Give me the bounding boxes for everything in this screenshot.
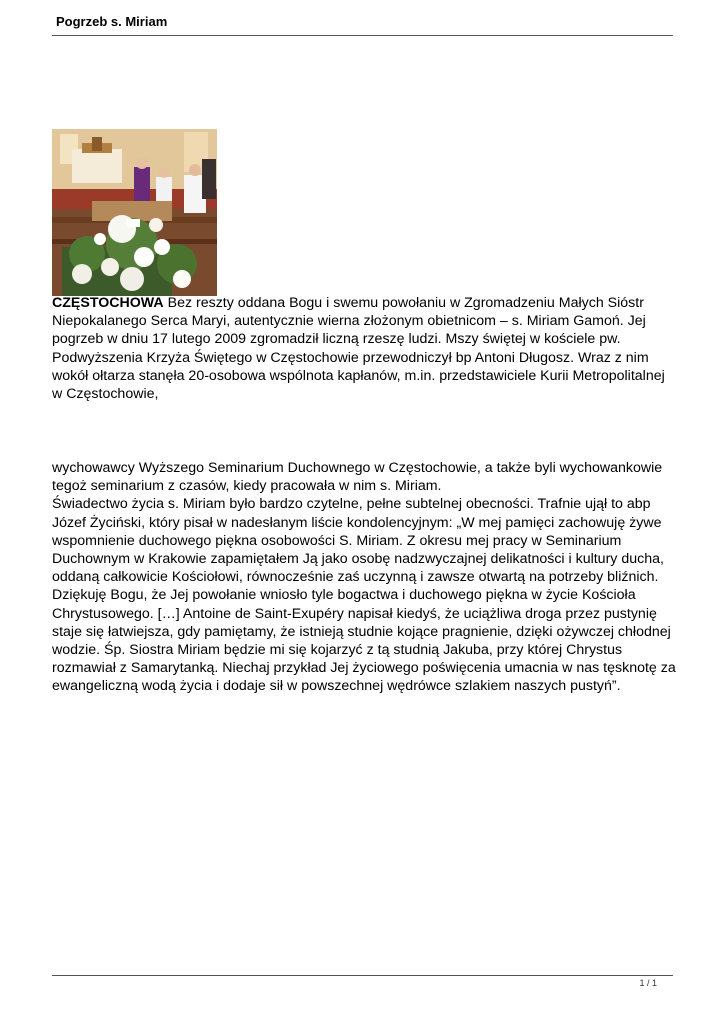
header-divider bbox=[52, 35, 673, 36]
article-paragraph-3-text: Świadectwo życia s. Miriam było bardzo czytelne, pełne subtelnej obecności. Trafnie ujął to abp Józef Życiński, który pisał w nadesłanym liście kondolencyjnym: „W mej pamięci zachowuję żywe wspomnienie duchowego piękna osobowości S. Miriam. Z okresu mej pracy w Seminarium Duchownym w Krakowie zapamiętałem Ją jako osobę nadzwyczajnej delikatności i kultury ducha, oddaną całkowicie Kościołowi, równocześnie zaś uczynną i zawsze otwartą na potrzeby bliźnich. Dziękuję Bogu, że Jej powołanie wniosło tyle bogactwa i duchowego piękna w życie Kościoła Chrystusowego. […] Antoine de Saint-Exupéry napisał kiedyś, że uciążliwa droga przez pustynię staje się łatwiejsza, gdy pamiętamy, że istnieją studnie kojące pragnienie, dzięki ożywczej chłodnej wodzie. Śp. Siostra Miriam będzie mi się kojarzyć z tą studnią Jakuba, przy której Chrystus rozmawiał z Samarytanką. Niechaj przykład Jej życiowego poświęcenia umacnia w nas tęsknotę za ewangeliczną wodą życia i dodaje sił w powszechnej wędrówce szlakiem naszych pustyń”. bbox=[52, 496, 676, 695]
document-title: Pogrzeb s. Miriam bbox=[56, 14, 168, 29]
page-number: 1 / 1 bbox=[639, 978, 657, 988]
article-paragraph-1 bbox=[52, 294, 677, 403]
article-paragraph-2-text: wychowawcy Wyższego Seminarium Duchownego w Częstochowie, a także byli wychowankowie tegoż seminarium z czasów, kiedy pracowała w nim s. Miriam. bbox=[52, 460, 663, 495]
article-paragraph-1-text: Bez reszty oddana Bogu i swemu powołaniu w Zgromadzeniu Małych Sióstr Niepokalanego Serca Maryi, autentycznie wierna złożonym obietnicom – s. Miriam Gamoń. Jej pogrzeb w dniu 17 lutego 2009 zgromadził liczną rzeszę ludzi. Mszy świętej w kościele pw. Podwyższenia Krzyża Świętego w Częstochowie przewodniczył bp Antoni Długosz. Wraz z nim wokół ołtarza stanęła 20-osobowa wspólnota kapłanów, m.in. przedstawiciele Kurii Metropolitalnej w Częstochowie, bbox=[52, 295, 665, 403]
article-lede: CZĘSTOCHOWA bbox=[52, 295, 164, 311]
funeral-photo bbox=[52, 129, 217, 296]
article-paragraph-2 bbox=[52, 459, 677, 696]
footer-divider bbox=[52, 975, 673, 976]
